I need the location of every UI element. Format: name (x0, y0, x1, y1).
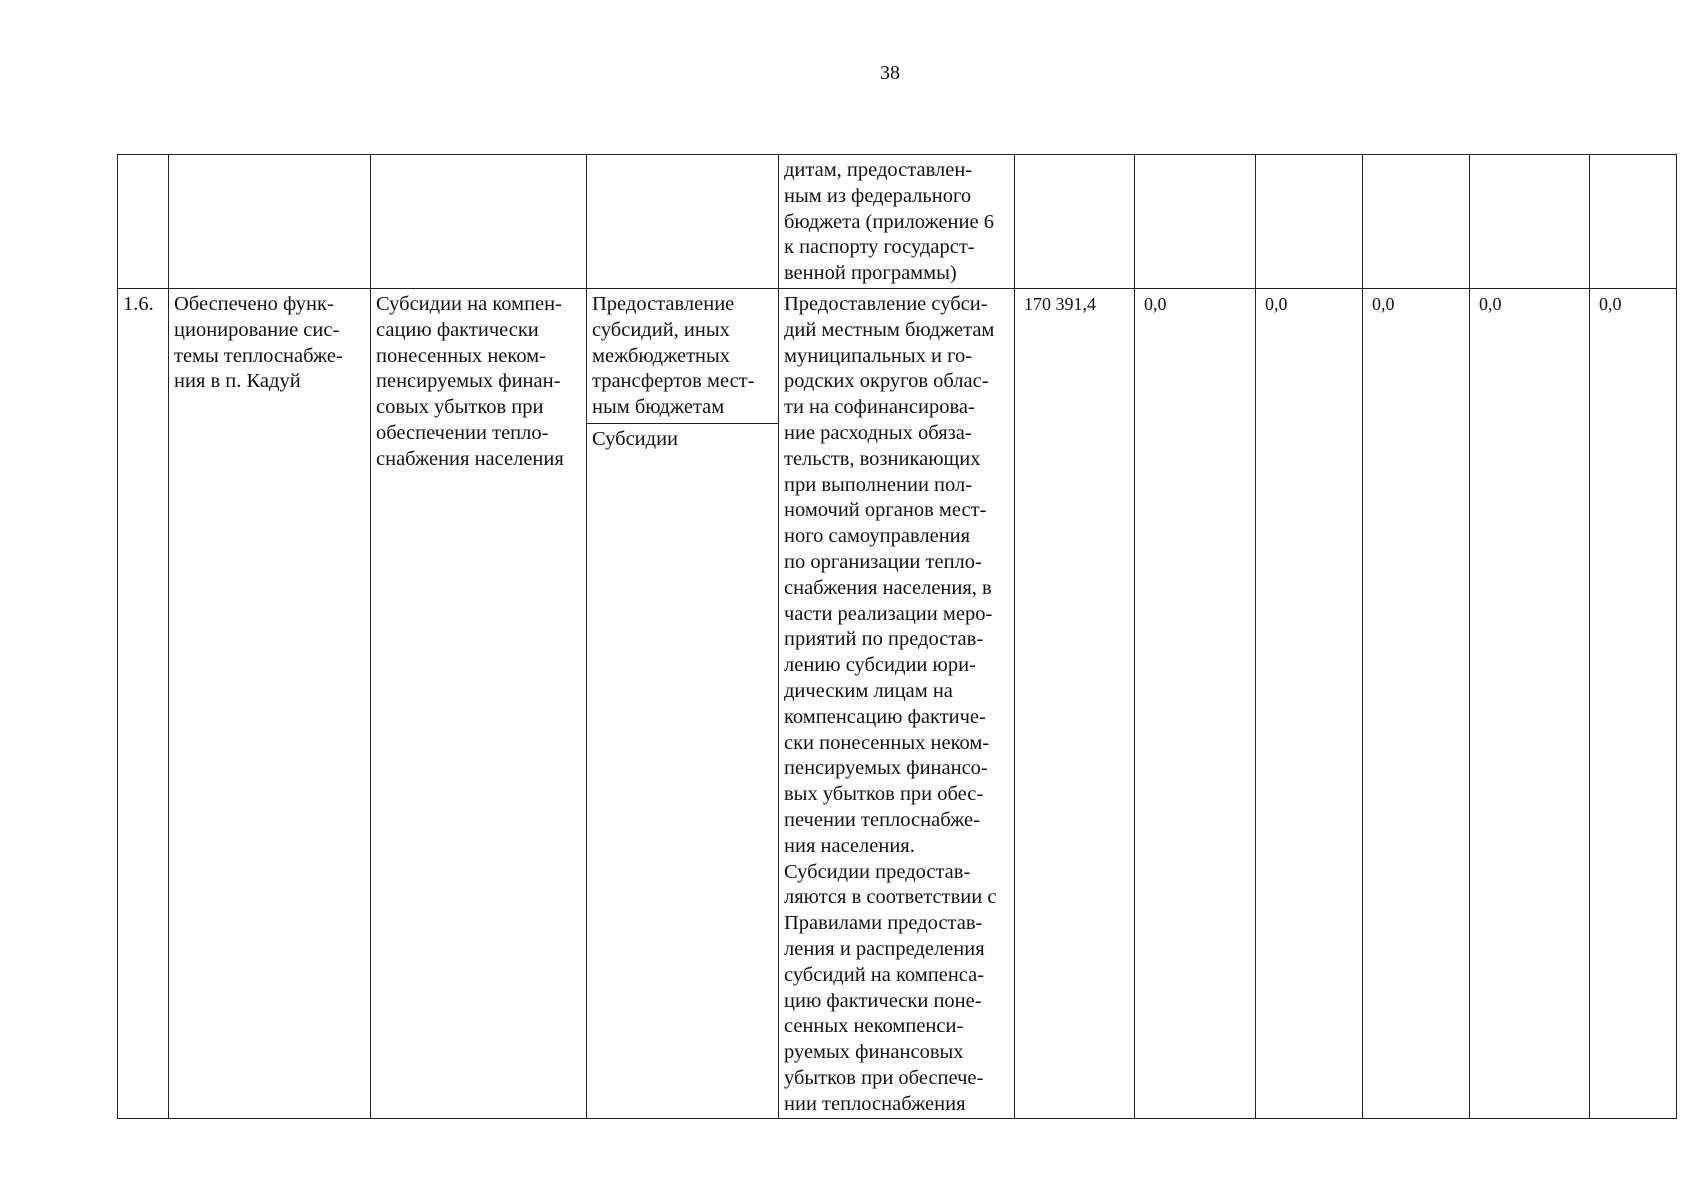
cell-measure-empty (371, 155, 587, 289)
cell-value-6-empty (1590, 155, 1677, 289)
value-5: 0,0 (1479, 294, 1502, 314)
table-row-continuation (118, 155, 1677, 289)
cell-index-empty (118, 155, 169, 289)
cell-value-5 (1470, 289, 1590, 1119)
cell-value-6 (1590, 289, 1677, 1119)
value-6: 0,0 (1599, 294, 1622, 314)
program-table (117, 154, 1677, 1119)
value-2: 0,0 (1144, 294, 1167, 314)
cell-value-3 (1256, 289, 1363, 1119)
cell-mechanism (587, 289, 779, 1119)
result-text: Обеспечено функ- ционирование сис- темы теплоснабже- ния в п. Кадуй (174, 293, 343, 393)
mechanism-type-text: Субсидии (592, 427, 679, 450)
cell-result-empty (169, 155, 371, 289)
cell-value-1 (1015, 289, 1135, 1119)
cell-description (779, 289, 1015, 1119)
value-1: 170 391,4 (1024, 294, 1096, 314)
measure-text: Субсидии на компен- сацию фактически понесенных неком- пенсируемых финан- совых убытков при обеспечении тепло- снабжения населения (376, 293, 564, 470)
cell-value-2-empty (1135, 155, 1256, 289)
cell-mechanism-empty (587, 155, 779, 289)
table-row-1-6 (118, 289, 1677, 1119)
page-number: 38 (880, 62, 900, 84)
mechanism-text: Предоставление субсидий, иных межбюджетных трансфертов мест- ным бюджетам (587, 289, 778, 424)
value-3: 0,0 (1265, 294, 1288, 314)
cell-value-2 (1135, 289, 1256, 1119)
row-index: 1.6. (123, 293, 154, 315)
description-text: Предоставление субси- дий местным бюджетам муниципальных и го- родских округов облас- ти на софинансирова- ние расходных обяза- тельств, возникающих при выполнении пол- номочий органов мест- ного самоуправления по организации тепло- снабжения населения, в части реализации меро- приятий по предостав- лению субсидии юри- дическим лицам на компенсацию фактиче- ски понесенных неком- пенсируемых финансо- вых убытков при обес- печении теплоснабже- ния населения. Субсидии предостав- ляются в соответствии с Правилами предостав- ления и распределения субсидий на компенса- цию фактически поне- сенных некомпенси- руемых финансовых убытков при обеспече- нии теплоснабжения (784, 293, 997, 1115)
value-4: 0,0 (1372, 294, 1395, 314)
cell-value-4 (1363, 289, 1470, 1119)
cell-value-3-empty (1256, 155, 1363, 289)
cell-index (118, 289, 169, 1119)
description-continuation-text: дитам, предоставлен- ным из федерального бюджета (приложение 6 к паспорту государст- венной программы) (784, 159, 994, 285)
cell-measure (371, 289, 587, 1119)
cell-value-4-empty (1363, 155, 1470, 289)
cell-result (169, 289, 371, 1119)
cell-value-5-empty (1470, 155, 1590, 289)
cell-value-1-empty (1015, 155, 1135, 289)
cell-description-continuation (779, 155, 1015, 289)
